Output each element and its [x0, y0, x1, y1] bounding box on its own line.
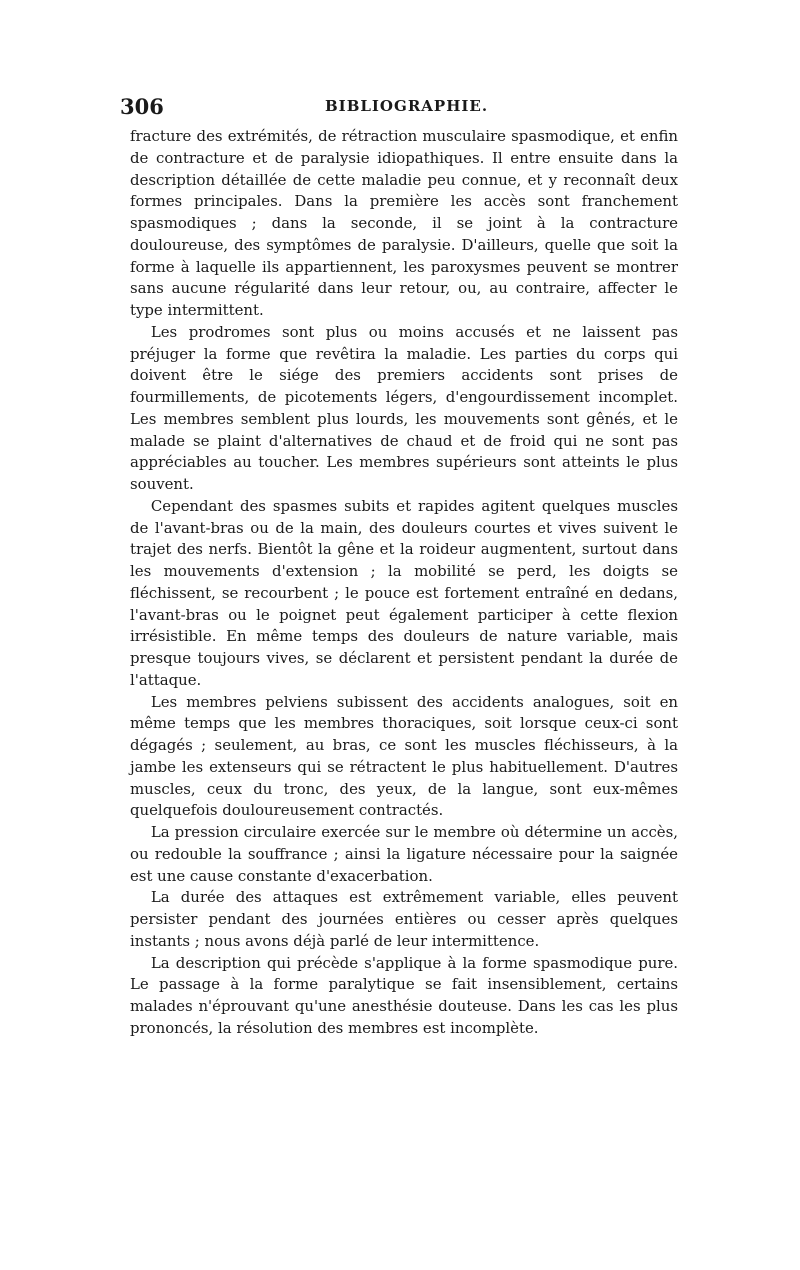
- paragraph: fracture des extrémités, de rétraction musculaire spasmodique, et enfin de contracture et de paralysie idiopathiques. Il entre ensuite dans la description détaillée de cette maladie peu connue, et y reconnaît deux formes principales. Dans la première les accès sont franchement spasmodiques ; dans la seconde, il se joint à la contracture douloureuse, des symptômes de paralysie. D'ailleurs, quelle que soit la forme à laquelle ils appartiennent, les paroxysmes peuvent se montrer sans aucune régularité dans leur retour, ou, au contraire, affecter le type intermittent.: [130, 127, 678, 319]
- paragraph: Cependant des spasmes subits et rapides agitent quelques muscles de l'avant-bras ou de la main, des douleurs courtes et vives suivent le trajet des nerfs. Bientôt la gêne et la roideur augmentent, surtout dans les mouvements d'extension ; la mobilité se perd, les doigts se fléchissent, se recourbent ; le pouce est fortement entraîné en dedans, l'avant-bras ou le poignet peut également participer à cette flexion irrésistible. En même temps des douleurs de nature variable, mais presque toujours vives, se déclarent et persistent pendant la durée de l'attaque.: [130, 496, 678, 689]
- running-head: BIBLIOGRAPHIE.: [325, 97, 489, 115]
- body-text: [130, 126, 678, 1040]
- page-number: 306: [120, 94, 164, 119]
- paragraph: Les membres pelviens subissent des accidents analogues, soit en même temps que les membres thoraciques, soit lorsque ceux-ci sont dégagés ; seulement, au bras, ce sont les muscles fléchisseurs, à la jambe les extenseurs qui se rétractent le plus habituellement. D'autres muscles, ceux du tronc, des yeux, de la langue, sont eux-mêmes quelquefois douloureusement contractés.: [130, 692, 678, 820]
- paragraph: La description qui précède s'applique à la forme spasmodique pure. Le passage à la forme paralytique se fait insensiblement, certains malades n'éprouvant qu'une anesthésie douteuse. Dans les cas les plus prononcés, la résolution des membres est incomplète.: [130, 953, 678, 1037]
- paragraph: Les prodromes sont plus ou moins accusés et ne laissent pas préjuger la forme que revêtira la maladie. Les parties du corps qui doivent être le siége des premiers accidents sont prises de fourmillements, de picotements légers, d'engourdissement incomplet. Les membres semblent plus lourds, les mouvements sont gênés, et le malade se plaint d'alternatives de chaud et de froid qui ne sont pas appréciables au toucher. Les membres supérieurs sont atteints le plus souvent.: [130, 322, 678, 493]
- paragraph: La durée des attaques est extrêmement variable, elles peuvent persister pendant des journées entières ou cesser après quelques instants ; nous avons déjà parlé de leur intermittence.: [130, 888, 678, 950]
- paragraph: La pression circulaire exercée sur le membre où détermine un accès, ou redouble la souffrance ; ainsi la ligature nécessaire pour la saignée est une cause constante d'exacerbation.: [130, 823, 678, 885]
- page-header: [120, 94, 680, 122]
